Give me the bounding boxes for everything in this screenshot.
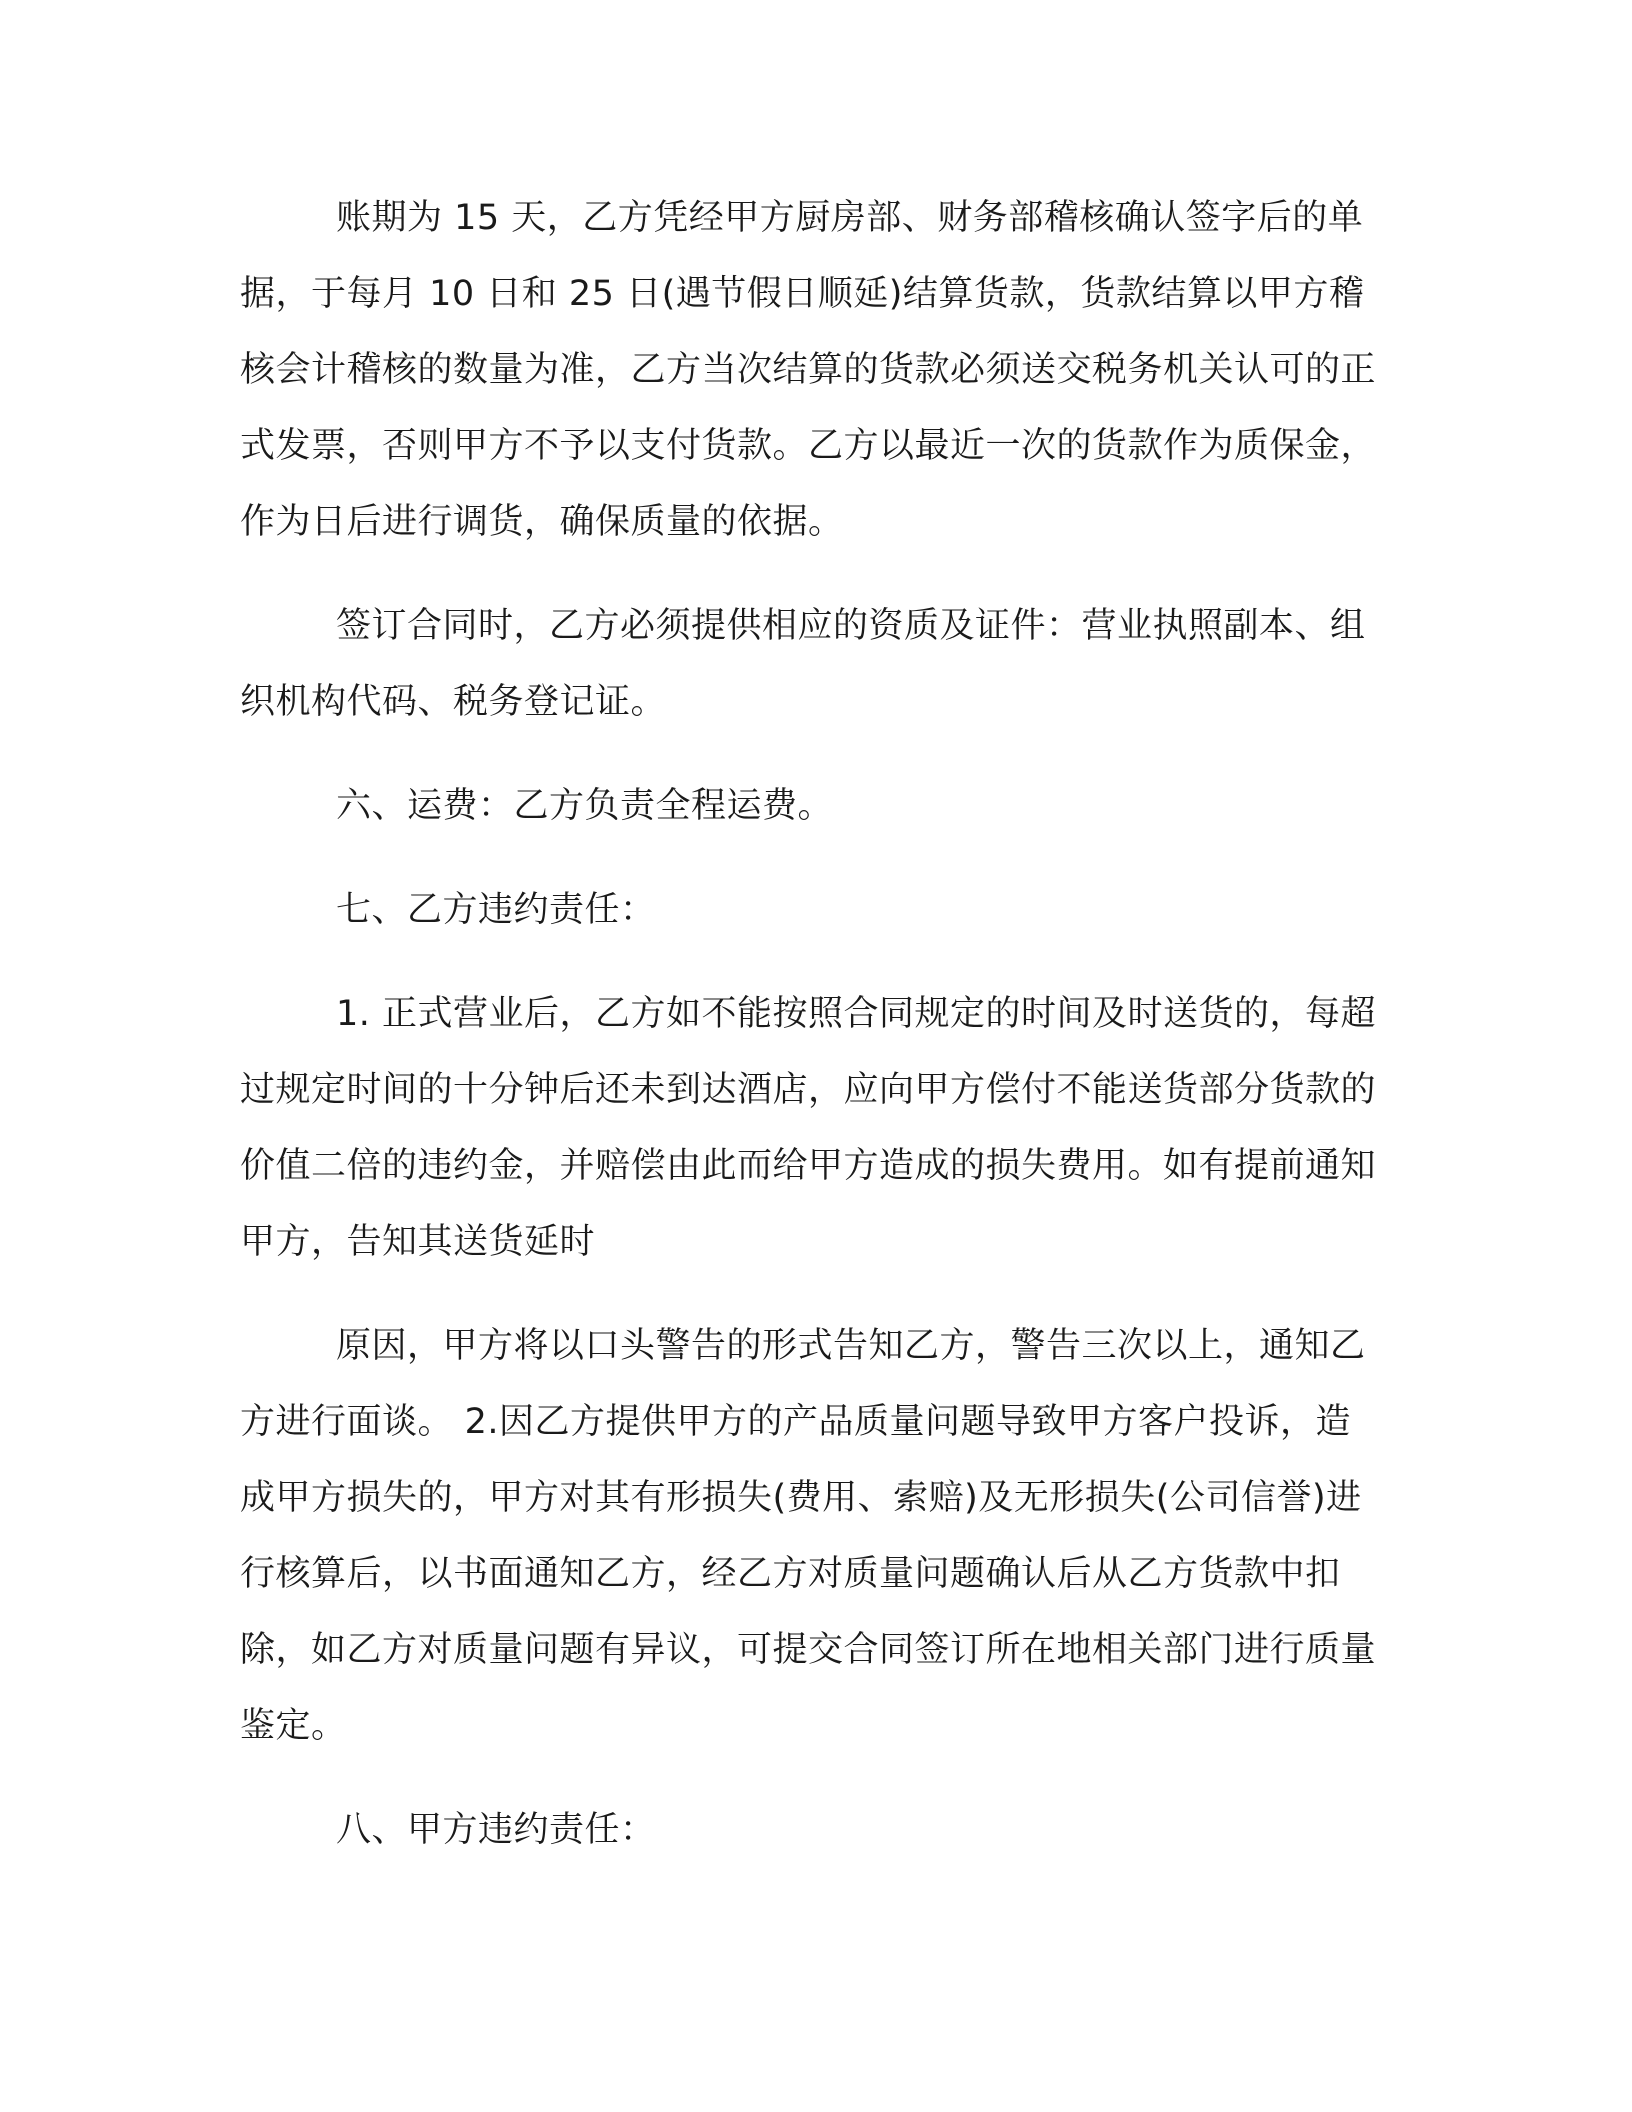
clause-late-delivery: 1. 正式营业后，乙方如不能按照合同规定的时间及时送货的，每超过规定时间的十分钟后还未到达酒店，应向甲方偿付不能送货部分货款的价值二倍的违约金，并赔偿由此而给甲方造成的损失费用。如有提前通知甲方，告知其送货延时 bbox=[240, 994, 1377, 1262]
document-body bbox=[240, 180, 1380, 1868]
clause-quality-issues: 原因，甲方将以口头警告的形式告知乙方，警告三次以上，通知乙方进行面谈。 2.因乙方提供甲方的产品质量问题导致甲方客户投诉，造成甲方损失的，甲方对其有形损失(费用、索赔)及无形损失(公司信誉)进行核算后，以书面通知乙方，经乙方对质量问题确认后从乙方货款中扣除，如乙方对质量问题有异议，可提交合同签订所在地相关部门进行质量鉴定。 bbox=[240, 1326, 1377, 1746]
section-seven-heading: 七、乙方违约责任： bbox=[336, 890, 656, 930]
paragraph-settlement-terms: 账期为 15 天，乙方凭经甲方厨房部、财务部稽核确认签字后的单据，于每月 10 日和 25 日(遇节假日顺延)结算货款，货款结算以甲方稽核会计稽核的数量为准，乙方当次结算的货款必须送交税务机关认可的正式发票，否则甲方不予以支付货款。乙方以最近一次的货款作为质保金，作为日后进行调货，确保质量的依据。 bbox=[240, 198, 1377, 542]
section-six-freight: 六、运费：乙方负责全程运费。 bbox=[336, 786, 834, 826]
section-eight-heading: 八、甲方违约责任： bbox=[336, 1810, 656, 1850]
paragraph-qualification-documents: 签订合同时，乙方必须提供相应的资质及证件：营业执照副本、组织机构代码、税务登记证。 bbox=[240, 606, 1366, 722]
